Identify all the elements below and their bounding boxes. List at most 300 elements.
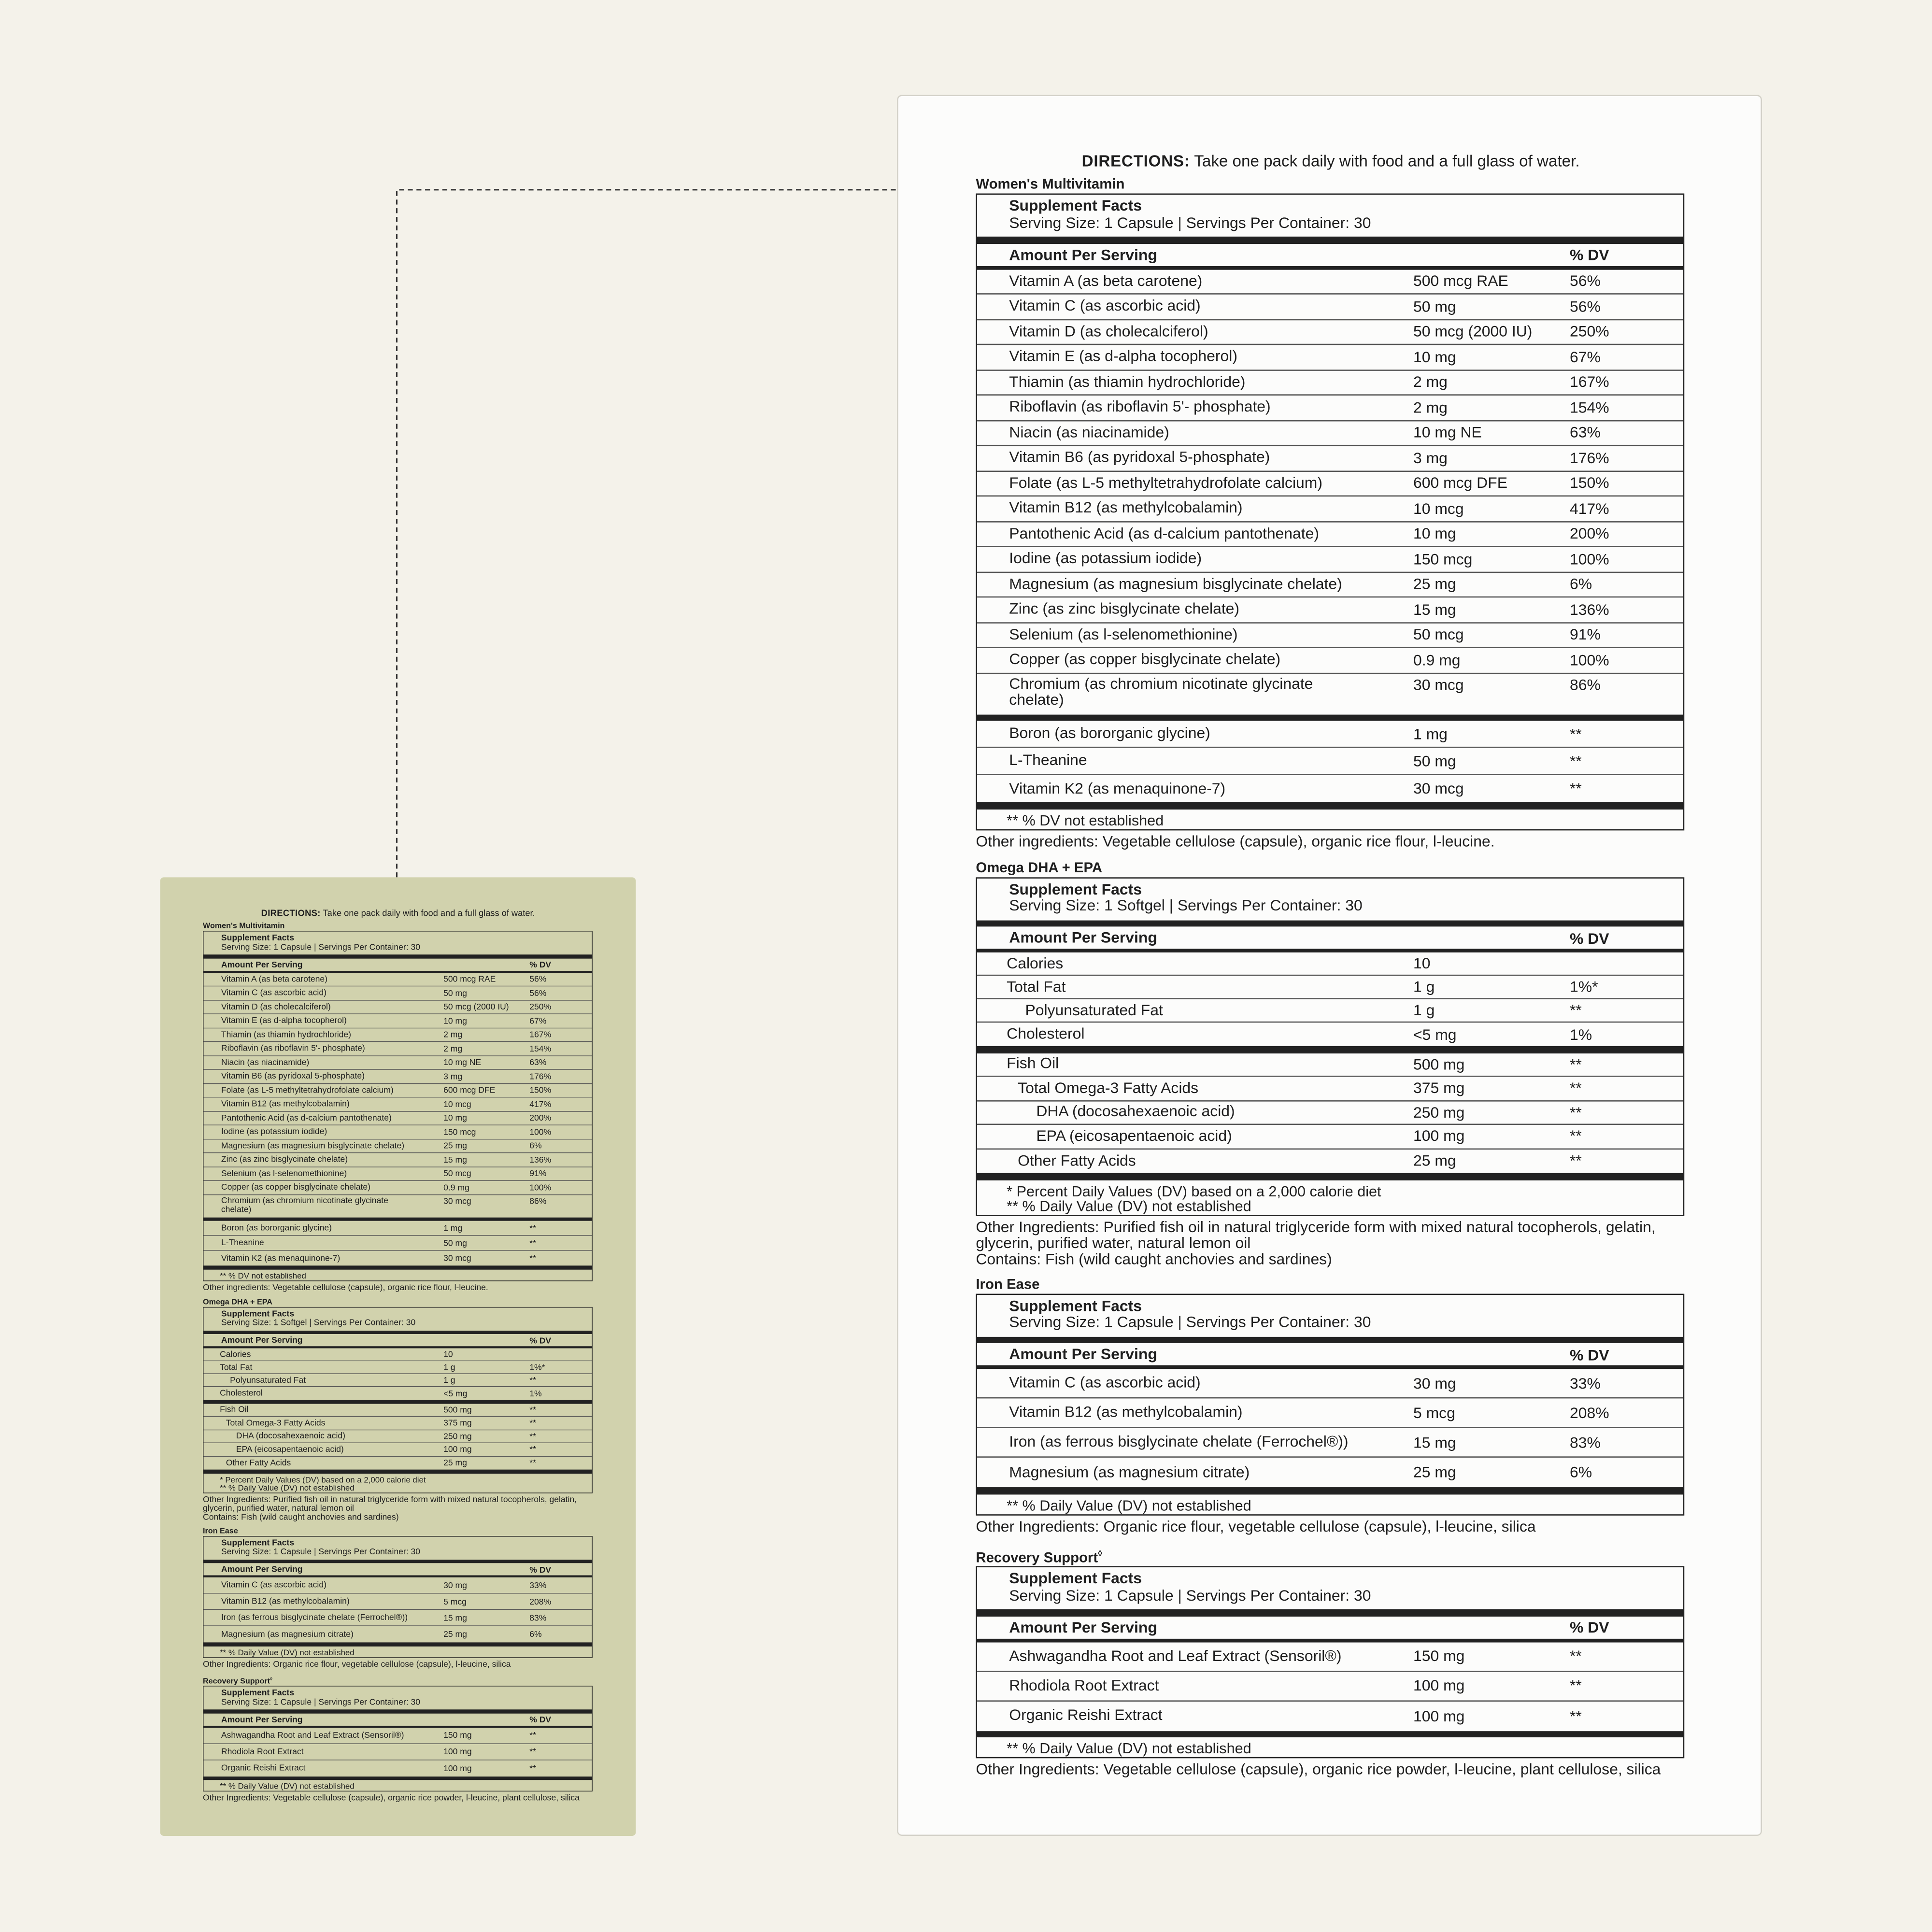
divider-thick bbox=[203, 1400, 592, 1404]
nutrient-amount: 30 mcg bbox=[443, 1196, 471, 1206]
nutrient-name: Vitamin C (as ascorbic acid) bbox=[221, 1580, 327, 1590]
nutrient-name: Total Omega-3 Fatty Acids bbox=[226, 1418, 326, 1428]
nutrient-dv: ** bbox=[1569, 752, 1582, 770]
nutrient-name: Polyunsaturated Fat bbox=[230, 1375, 306, 1385]
amount-header-row bbox=[203, 1563, 592, 1577]
nutrient-dv: 100% bbox=[529, 1127, 552, 1137]
divider-thick bbox=[203, 1776, 592, 1780]
other-ingredients bbox=[203, 1794, 593, 1803]
nutrient-row bbox=[977, 999, 1683, 1023]
nutrient-amount: 100 mg bbox=[443, 1763, 472, 1773]
nutrient-group bbox=[977, 1642, 1683, 1731]
nutrient-name: Cholesterol bbox=[1007, 1025, 1085, 1043]
directions bbox=[160, 908, 636, 918]
nutrient-name: Boron (as bororganic glycine) bbox=[221, 1222, 332, 1233]
footnote: ** % Daily Value (DV) not established bbox=[220, 1781, 355, 1791]
amount-header-row bbox=[977, 1616, 1683, 1642]
nutrient-name: Copper (as copper bisglycinate chelate) bbox=[1009, 651, 1281, 668]
other-ingredients bbox=[203, 1660, 593, 1668]
nutrient-row bbox=[203, 972, 592, 986]
nutrient-name: Vitamin B6 (as pyridoxal 5-phosphate) bbox=[221, 1071, 365, 1081]
nutrient-row bbox=[203, 1430, 592, 1443]
facts-header bbox=[977, 1294, 1683, 1336]
facts-title: Supplement Facts bbox=[1009, 197, 1142, 214]
divider-thick bbox=[203, 1330, 592, 1334]
nutrient-row bbox=[977, 648, 1683, 673]
nutrient-name: EPA (eicosapentaenoic acid) bbox=[236, 1444, 344, 1454]
nutrient-amount: 10 mg NE bbox=[443, 1057, 482, 1067]
nutrient-dv: 6% bbox=[529, 1629, 542, 1639]
footnote: ** % Daily Value (DV) not established bbox=[220, 1647, 355, 1657]
nutrient-amount: 500 mg bbox=[1413, 1055, 1465, 1073]
label-thumbnail[interactable] bbox=[160, 877, 636, 1836]
nutrient-name: Other Fatty Acids bbox=[226, 1458, 291, 1468]
nutrient-dv: 1% bbox=[529, 1388, 542, 1398]
nutrient-name: Vitamin A (as beta carotene) bbox=[221, 974, 327, 984]
nutrient-amount: 5 mcg bbox=[443, 1596, 467, 1606]
nutrient-dv: 136% bbox=[1569, 601, 1609, 618]
divider-thick bbox=[203, 954, 592, 958]
product-title bbox=[976, 177, 1684, 193]
nutrient-row bbox=[977, 775, 1683, 802]
nutrient-dv: 56% bbox=[1569, 298, 1601, 315]
other-ingredients bbox=[203, 1283, 593, 1292]
nutrient-amount: 25 mg bbox=[1413, 575, 1456, 593]
nutrient-amount: 1 g bbox=[1413, 1001, 1435, 1019]
footnote: ** % Daily Value (DV) not established bbox=[1007, 1496, 1251, 1514]
product-title bbox=[203, 1675, 593, 1686]
nutrient-group bbox=[977, 721, 1683, 802]
nutrient-row bbox=[977, 1053, 1683, 1077]
nutrient-row bbox=[203, 1056, 592, 1070]
nutrient-dv: ** bbox=[529, 1238, 536, 1248]
other-ingredients bbox=[976, 834, 1684, 850]
nutrient-row bbox=[977, 1077, 1683, 1101]
nutrient-name: Fish Oil bbox=[1007, 1055, 1059, 1073]
amount-header: Amount Per Serving bbox=[1009, 245, 1157, 263]
nutrient-amount: 50 mcg (2000 IU) bbox=[1413, 323, 1533, 341]
nutrient-amount: 10 mg NE bbox=[1413, 424, 1482, 441]
dv-header: % DV bbox=[1569, 929, 1609, 947]
product-name: Recovery Support bbox=[203, 1677, 270, 1686]
nutrient-amount: 1 mg bbox=[443, 1223, 463, 1233]
nutrient-row bbox=[203, 1042, 592, 1056]
nutrient-dv: ** bbox=[1569, 1707, 1582, 1725]
other-ingredients-line: Other Ingredients: Vegetable cellulose (capsule), organic rice powder, l-leucine, plant cellulose, silica bbox=[203, 1793, 580, 1803]
nutrient-amount: 3 mg bbox=[1413, 449, 1448, 467]
nutrient-group bbox=[203, 1577, 592, 1643]
nutrient-amount: 50 mg bbox=[1413, 298, 1456, 315]
nutrient-amount: 10 bbox=[443, 1350, 453, 1359]
nutrient-amount: 50 mg bbox=[1413, 752, 1456, 770]
footnotes bbox=[203, 1780, 592, 1791]
nutrient-group bbox=[203, 1221, 592, 1266]
nutrient-dv: 63% bbox=[1569, 424, 1601, 441]
facts-header bbox=[977, 878, 1683, 920]
nutrient-dv: 67% bbox=[529, 1016, 547, 1026]
nutrient-dv: 1% bbox=[1569, 1025, 1592, 1043]
nutrient-dv: ** bbox=[1569, 1104, 1582, 1121]
nutrient-amount: 5 mcg bbox=[1413, 1404, 1455, 1421]
nutrient-name: Chromium (as chromium nicotinate glycinate chelate) bbox=[1009, 674, 1313, 708]
nutrient-amount: 10 mcg bbox=[443, 1099, 471, 1109]
nutrient-dv: 86% bbox=[1569, 676, 1601, 693]
nutrient-row bbox=[203, 986, 592, 1000]
nutrient-group bbox=[203, 1728, 592, 1776]
facts-title: Supplement Facts bbox=[1009, 1570, 1142, 1588]
facts-title: Supplement Facts bbox=[1009, 1296, 1142, 1314]
nutrient-dv: 208% bbox=[529, 1596, 552, 1606]
nutrient-row bbox=[977, 748, 1683, 775]
nutrient-row bbox=[977, 1672, 1683, 1701]
nutrient-row bbox=[977, 572, 1683, 597]
nutrient-amount: 15 mg bbox=[1413, 601, 1456, 618]
nutrient-row bbox=[977, 269, 1683, 294]
nutrient-dv: 208% bbox=[1569, 1404, 1609, 1421]
nutrient-row bbox=[203, 1125, 592, 1139]
nutrient-name: Vitamin C (as ascorbic acid) bbox=[221, 988, 327, 998]
nutrient-dv: 33% bbox=[1569, 1374, 1601, 1392]
serving-info: Serving Size: 1 Capsule | Servings Per Container: 30 bbox=[1009, 213, 1371, 231]
other-ingredients-line: Contains: Fish (wild caught anchovies and sardines) bbox=[976, 1250, 1332, 1267]
nutrient-amount: 1 g bbox=[1413, 978, 1435, 996]
nutrient-dv: 417% bbox=[1569, 500, 1609, 517]
nutrient-amount: 25 mg bbox=[1413, 1463, 1456, 1481]
nutrient-dv: ** bbox=[1569, 1152, 1582, 1170]
nutrient-name: Folate (as L-5 methyltetrahydrofolate calcium) bbox=[1009, 474, 1322, 492]
nutrient-name: Vitamin K2 (as menaquinone-7) bbox=[221, 1253, 341, 1263]
nutrient-dv: ** bbox=[1569, 1001, 1582, 1019]
other-ingredients-line: Other ingredients: Vegetable cellulose (capsule), organic rice flour, l-leucine. bbox=[203, 1282, 488, 1292]
nutrient-dv: ** bbox=[1569, 1080, 1582, 1097]
facts-title: Supplement Facts bbox=[221, 1308, 294, 1319]
nutrient-row bbox=[203, 1610, 592, 1626]
nutrient-row bbox=[977, 1398, 1683, 1428]
nutrient-amount: 30 mg bbox=[1413, 1374, 1456, 1392]
nutrient-row bbox=[977, 1369, 1683, 1398]
nutrient-row bbox=[977, 547, 1683, 572]
serving-info: Serving Size: 1 Capsule | Servings Per Container: 30 bbox=[221, 1697, 420, 1707]
nutrient-name: Iodine (as potassium iodide) bbox=[1009, 550, 1202, 568]
nutrient-dv: ** bbox=[529, 1431, 536, 1441]
nutrient-name: Vitamin B6 (as pyridoxal 5-phosphate) bbox=[1009, 449, 1270, 466]
nutrient-name: Total Fat bbox=[1007, 978, 1066, 995]
nutrient-name: Total Omega-3 Fatty Acids bbox=[1018, 1079, 1199, 1096]
nutrient-name: Vitamin C (as ascorbic acid) bbox=[1009, 1374, 1201, 1392]
amount-header: Amount Per Serving bbox=[1009, 1345, 1157, 1363]
nutrient-name: Magnesium (as magnesium bisglycinate chelate) bbox=[221, 1140, 405, 1151]
product-title bbox=[203, 922, 593, 931]
other-ingredients-line: Other Ingredients: Organic rice flour, vegetable cellulose (capsule), l-leucine, silica bbox=[203, 1659, 511, 1669]
product-title bbox=[976, 1546, 1684, 1566]
nutrient-dv: 154% bbox=[1569, 398, 1609, 416]
nutrient-row bbox=[203, 1417, 592, 1430]
footnote: ** % Daily Value (DV) not established bbox=[1007, 1197, 1251, 1215]
nutrient-name: Copper (as copper bisglycinate chelate) bbox=[221, 1182, 370, 1192]
divider-thick bbox=[977, 714, 1683, 721]
nutrient-dv: ** bbox=[529, 1458, 536, 1468]
amount-header-row bbox=[203, 1334, 592, 1348]
divider-thick bbox=[977, 1487, 1683, 1494]
nutrient-dv: ** bbox=[529, 1375, 536, 1385]
nutrient-amount: 10 mg bbox=[443, 1016, 467, 1026]
footnotes bbox=[203, 1269, 592, 1280]
facts-title: Supplement Facts bbox=[221, 933, 294, 943]
nutrient-row bbox=[203, 1626, 592, 1643]
nutrient-name: Iron (as ferrous bisglycinate chelate (Ferrochel®)) bbox=[1009, 1433, 1349, 1450]
nutrient-row bbox=[203, 1443, 592, 1456]
nutrient-amount: 10 mg bbox=[1413, 348, 1456, 366]
nutrient-dv: ** bbox=[1569, 780, 1582, 797]
nutrient-amount: 0.9 mg bbox=[443, 1182, 469, 1193]
amount-header: Amount Per Serving bbox=[221, 1564, 303, 1574]
footnote: * Percent Daily Values (DV) based on a 2,000 calorie diet bbox=[220, 1475, 426, 1484]
divider-thick bbox=[203, 1470, 592, 1474]
nutrient-name: Vitamin B12 (as methylcobalamin) bbox=[1009, 1403, 1243, 1421]
nutrient-name: Polyunsaturated Fat bbox=[1025, 1001, 1163, 1019]
nutrient-amount: 500 mg bbox=[443, 1405, 472, 1415]
nutrient-amount: 600 mcg DFE bbox=[1413, 474, 1507, 492]
nutrient-row bbox=[203, 1348, 592, 1361]
nutrient-dv: 150% bbox=[1569, 474, 1609, 492]
nutrient-amount: 25 mg bbox=[443, 1629, 467, 1639]
nutrient-amount: 10 mcg bbox=[1413, 500, 1464, 517]
nutrient-row bbox=[203, 1361, 592, 1374]
nutrient-dv: 417% bbox=[529, 1099, 552, 1109]
divider-thick bbox=[977, 920, 1683, 926]
other-ingredients bbox=[976, 1219, 1684, 1267]
nutrient-name: Selenium (as l-selenomethionine) bbox=[221, 1168, 347, 1178]
nutrient-name: Boron (as bororganic glycine) bbox=[1009, 724, 1210, 742]
directions-text: Take one pack daily with food and a full glass of water. bbox=[1194, 151, 1580, 170]
nutrient-name: Vitamin E (as d-alpha tocopherol) bbox=[1009, 348, 1237, 365]
nutrient-row bbox=[203, 1195, 592, 1217]
nutrient-name: Vitamin B12 (as methylcobalamin) bbox=[1009, 499, 1243, 517]
nutrient-dv: ** bbox=[1569, 1677, 1582, 1695]
nutrient-row bbox=[203, 1577, 592, 1594]
amount-header: Amount Per Serving bbox=[221, 1335, 303, 1345]
nutrient-row bbox=[977, 1428, 1683, 1458]
nutrient-row bbox=[203, 1181, 592, 1195]
amount-header-row bbox=[203, 958, 592, 972]
amount-header: Amount Per Serving bbox=[221, 1715, 303, 1724]
nutrient-amount: 2 mg bbox=[443, 1044, 463, 1053]
nutrient-amount: <5 mg bbox=[443, 1388, 468, 1398]
nutrient-dv: 56% bbox=[1569, 272, 1601, 290]
nutrient-name: Pantothenic Acid (as d-calcium pantothenate) bbox=[221, 1113, 392, 1122]
product-mark: ◊ bbox=[270, 1676, 272, 1682]
nutrient-name: Ashwagandha Root and Leaf Extract (Sensoril®) bbox=[1009, 1647, 1342, 1664]
nutrient-row bbox=[977, 1642, 1683, 1672]
nutrient-name: DHA (docosahexaenoic acid) bbox=[1036, 1103, 1235, 1121]
facts-header bbox=[977, 1568, 1683, 1610]
other-ingredients-line: Other Ingredients: Purified fish oil in natural triglyceride form with mixed natural tocopherols, gelatin, glycerin, purified water, natural lemon oil bbox=[203, 1494, 577, 1513]
other-ingredients bbox=[976, 1519, 1684, 1534]
nutrient-name: Organic Reishi Extract bbox=[1009, 1706, 1163, 1724]
nutrient-amount: 150 mg bbox=[443, 1731, 472, 1740]
facts-header bbox=[203, 932, 592, 955]
divider-thick bbox=[203, 1642, 592, 1646]
footnotes bbox=[977, 809, 1683, 829]
dv-header: % DV bbox=[529, 1335, 552, 1346]
nutrient-amount: 150 mcg bbox=[1413, 550, 1473, 568]
nutrient-dv: 83% bbox=[1569, 1434, 1601, 1451]
product-mark: ◊ bbox=[1098, 1549, 1102, 1558]
nutrient-name: DHA (docosahexaenoic acid) bbox=[236, 1431, 345, 1441]
nutrient-dv: 56% bbox=[529, 988, 547, 998]
nutrient-amount: 50 mcg (2000 IU) bbox=[443, 1002, 509, 1012]
other-ingredients bbox=[976, 1762, 1684, 1778]
nutrient-dv: ** bbox=[529, 1747, 536, 1757]
divider-thick bbox=[977, 1173, 1683, 1180]
nutrient-amount: 25 mg bbox=[1413, 1152, 1456, 1170]
footnote: ** % Daily Value (DV) not established bbox=[220, 1482, 355, 1492]
nutrient-amount: 100 mg bbox=[1413, 1127, 1465, 1145]
amount-header-row bbox=[977, 243, 1683, 270]
nutrient-amount: 250 mg bbox=[443, 1431, 472, 1441]
nutrient-name: Chromium (as chromium nicotinate glycinate chelate) bbox=[221, 1195, 388, 1214]
nutrient-name: Vitamin B12 (as methylcobalamin) bbox=[221, 1099, 350, 1109]
nutrient-row bbox=[977, 1149, 1683, 1173]
nutrient-amount: 500 mcg RAE bbox=[443, 974, 496, 984]
nutrient-dv: ** bbox=[529, 1763, 536, 1773]
nutrient-row bbox=[977, 471, 1683, 497]
nutrient-amount: 10 mg bbox=[1413, 525, 1456, 543]
divider-thick bbox=[977, 1609, 1683, 1616]
nutrient-name: Calories bbox=[1007, 954, 1064, 972]
nutrient-name: Magnesium (as magnesium citrate) bbox=[1009, 1463, 1250, 1481]
nutrient-amount: 375 mg bbox=[1413, 1080, 1465, 1097]
nutrient-name: Magnesium (as magnesium bisglycinate chelate) bbox=[1009, 575, 1342, 593]
directions-label: DIRECTIONS: bbox=[1081, 151, 1190, 170]
nutrient-dv: 176% bbox=[1569, 449, 1609, 467]
nutrient-amount: <5 mg bbox=[1413, 1025, 1457, 1043]
nutrient-row bbox=[977, 597, 1683, 623]
amount-header-row bbox=[203, 1713, 592, 1727]
nutrient-name: Riboflavin (as riboflavin 5'- phosphate) bbox=[221, 1043, 365, 1053]
product-name: Recovery Support bbox=[976, 1550, 1098, 1565]
footnotes bbox=[203, 1473, 592, 1492]
dv-header: % DV bbox=[1569, 246, 1609, 264]
nutrient-amount: 15 mg bbox=[443, 1613, 467, 1622]
nutrient-amount: 2 mg bbox=[1413, 373, 1448, 391]
nutrient-name: Folate (as L-5 methyltetrahydrofolate calcium) bbox=[221, 1085, 394, 1095]
nutrient-amount: 375 mg bbox=[443, 1418, 472, 1428]
footnotes bbox=[977, 1180, 1683, 1214]
nutrient-name: EPA (eicosapentaenoic acid) bbox=[1036, 1127, 1232, 1145]
nutrient-group bbox=[977, 1053, 1683, 1173]
amount-header: Amount Per Serving bbox=[221, 959, 303, 969]
nutrient-name: Zinc (as zinc bisglycinate chelate) bbox=[221, 1154, 348, 1165]
nutrient-row bbox=[203, 1728, 592, 1744]
nutrient-dv: 167% bbox=[1569, 373, 1609, 391]
nutrient-amount: 2 mg bbox=[443, 1030, 463, 1040]
nutrient-amount: 1 mg bbox=[1413, 725, 1448, 742]
nutrient-dv: 100% bbox=[529, 1182, 552, 1193]
nutrient-row bbox=[203, 1760, 592, 1776]
nutrient-row bbox=[977, 1023, 1683, 1046]
amount-header-row bbox=[977, 1343, 1683, 1369]
nutrient-name: Organic Reishi Extract bbox=[221, 1763, 306, 1773]
other-ingredients-line: Other Ingredients: Vegetable cellulose (capsule), organic rice powder, l-leucine, plant cellulose, silica bbox=[976, 1761, 1661, 1778]
nutrient-amount: 50 mcg bbox=[443, 1168, 471, 1179]
divider-thick bbox=[977, 237, 1683, 243]
nutrient-name: Other Fatty Acids bbox=[1018, 1151, 1136, 1169]
nutrient-dv: ** bbox=[1569, 1648, 1582, 1665]
nutrient-row bbox=[203, 1000, 592, 1014]
amount-header: Amount Per Serving bbox=[1009, 1619, 1157, 1636]
nutrient-amount: 50 mcg bbox=[1413, 626, 1464, 644]
nutrient-name: Thiamin (as thiamin hydrochloride) bbox=[221, 1029, 351, 1039]
nutrient-amount: 600 mcg DFE bbox=[443, 1085, 496, 1095]
facts-header bbox=[203, 1536, 592, 1560]
facts-title: Supplement Facts bbox=[221, 1688, 294, 1698]
nutrient-name: Iodine (as potassium iodide) bbox=[221, 1127, 327, 1136]
nutrient-name: Vitamin K2 (as menaquinone-7) bbox=[1009, 779, 1226, 797]
supplement-facts-table bbox=[976, 194, 1684, 830]
nutrient-row bbox=[203, 1070, 592, 1084]
nutrient-dv: 154% bbox=[529, 1044, 552, 1053]
supplement-facts-table bbox=[203, 1686, 593, 1792]
nutrient-dv: ** bbox=[529, 1253, 536, 1263]
supplement-facts-table bbox=[976, 1293, 1684, 1515]
product-name: Omega DHA + EPA bbox=[976, 860, 1103, 876]
nutrient-name: Vitamin D (as cholecalciferol) bbox=[1009, 322, 1208, 340]
nutrient-name: Vitamin E (as d-alpha tocopherol) bbox=[221, 1015, 347, 1025]
dv-header: % DV bbox=[529, 960, 552, 970]
nutrient-dv: 176% bbox=[529, 1071, 552, 1081]
product-title bbox=[203, 1527, 593, 1535]
supplement-facts-table bbox=[976, 877, 1684, 1216]
nutrient-name: Fish Oil bbox=[220, 1405, 249, 1414]
nutrient-name: Selenium (as l-selenomethionine) bbox=[1009, 625, 1238, 643]
nutrient-name: L-Theanine bbox=[221, 1237, 264, 1248]
nutrient-dv: 250% bbox=[529, 1002, 552, 1012]
nutrient-dv: 63% bbox=[529, 1057, 547, 1067]
other-ingredients bbox=[203, 1495, 593, 1521]
nutrient-name: Vitamin C (as ascorbic acid) bbox=[1009, 297, 1201, 315]
facts-header bbox=[977, 195, 1683, 237]
nutrient-dv: 150% bbox=[529, 1085, 552, 1095]
nutrient-amount: 30 mcg bbox=[1413, 676, 1464, 693]
nutrient-row bbox=[977, 320, 1683, 345]
nutrient-amount: 30 mg bbox=[443, 1580, 467, 1590]
nutrient-dv: 6% bbox=[1569, 575, 1592, 593]
nutrient-dv: 200% bbox=[1569, 525, 1609, 543]
nutrient-group bbox=[203, 1348, 592, 1400]
nutrient-row bbox=[977, 345, 1683, 370]
serving-info: Serving Size: 1 Capsule | Servings Per Container: 30 bbox=[1009, 1587, 1371, 1604]
product-title bbox=[203, 1298, 593, 1307]
nutrient-dv: 67% bbox=[1569, 348, 1601, 366]
nutrient-name: Ashwagandha Root and Leaf Extract (Sensoril®) bbox=[221, 1730, 404, 1740]
nutrient-name: Vitamin A (as beta carotene) bbox=[1009, 272, 1203, 289]
nutrient-dv: 100% bbox=[1569, 550, 1609, 568]
other-ingredients-line: Contains: Fish (wild caught anchovies and sardines) bbox=[203, 1512, 399, 1521]
product-title bbox=[976, 861, 1684, 877]
nutrient-dv: ** bbox=[1569, 1127, 1582, 1145]
serving-info: Serving Size: 1 Capsule | Servings Per Container: 30 bbox=[221, 942, 420, 952]
nutrient-dv: ** bbox=[1569, 1055, 1582, 1073]
footnote: ** % DV not established bbox=[220, 1270, 306, 1280]
nutrient-amount: 100 mg bbox=[443, 1747, 472, 1757]
nutrient-row bbox=[203, 1084, 592, 1098]
nutrient-amount: 100 mg bbox=[1413, 1707, 1465, 1725]
nutrient-amount: 25 mg bbox=[443, 1141, 467, 1151]
nutrient-amount: 150 mg bbox=[1413, 1648, 1465, 1665]
product-title bbox=[976, 1277, 1684, 1293]
facts-header bbox=[203, 1687, 592, 1710]
